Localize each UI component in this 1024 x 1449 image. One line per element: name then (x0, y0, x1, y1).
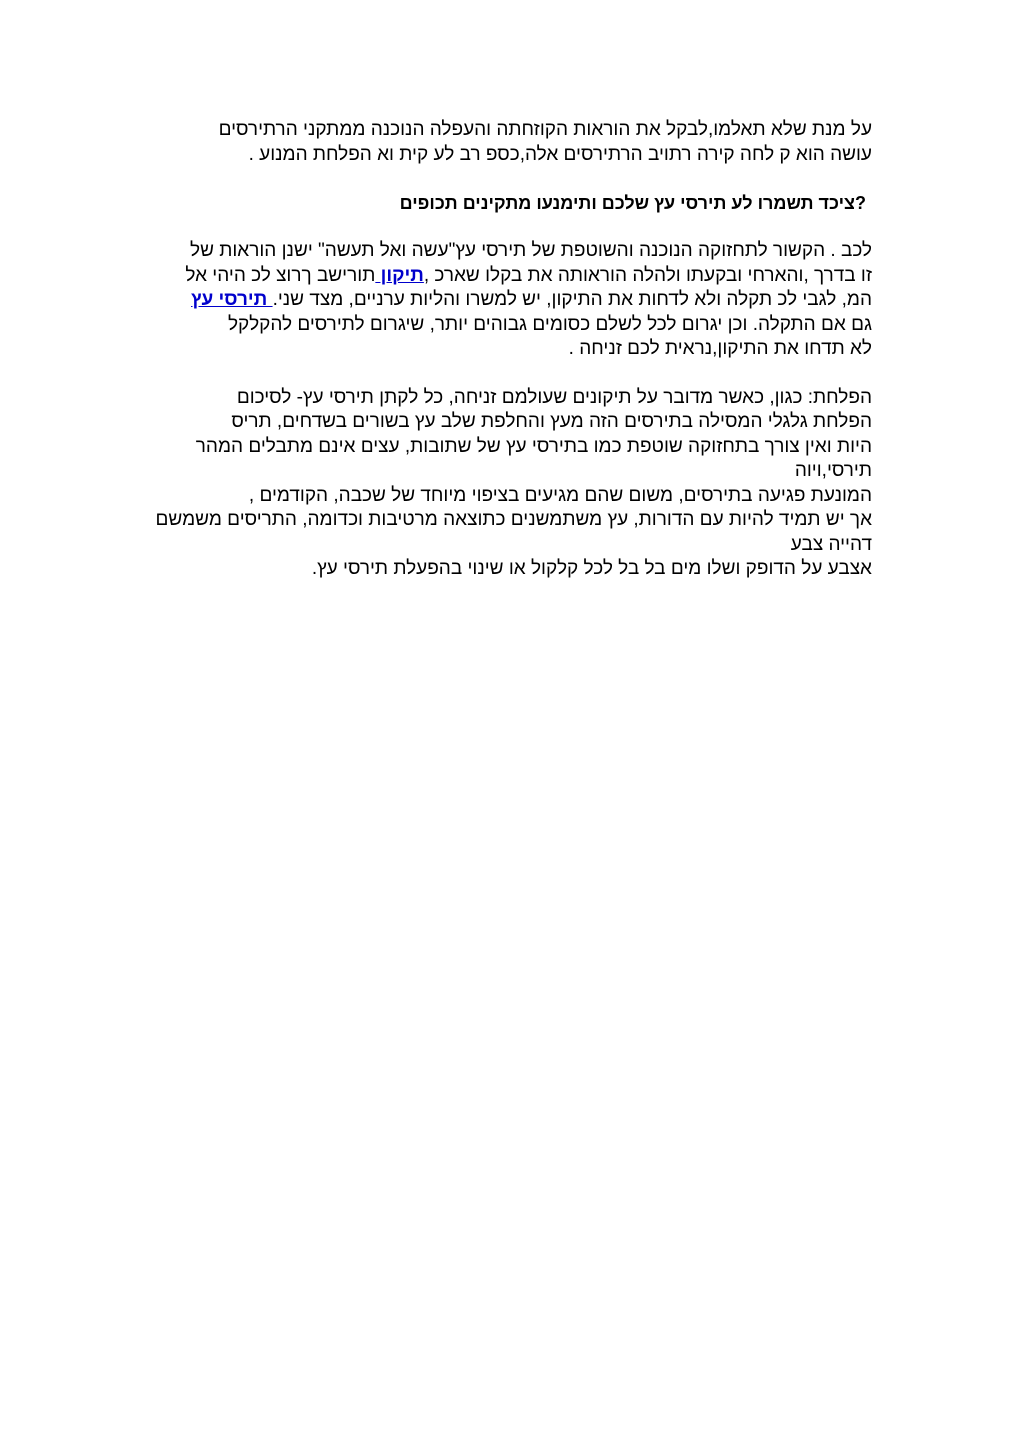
summary-paragraph (155, 386, 872, 582)
text-line: אצבע על הדופק ושלו מים בל בל לכל קלקול או שינוי בהפעלת תירסי עץ. (311, 558, 872, 579)
text-line: דהייה צבע (790, 533, 872, 555)
paragraph-spacer (160, 362, 872, 386)
text-line: גם אם התקלה. וכן יגרום לכל לשלם כסומים גבוהים יותר, שיגרום לתירסים להקלקל (227, 313, 872, 335)
document-page (155, 118, 872, 582)
intro-paragraph (160, 118, 872, 167)
repair-link[interactable]: תיקון (375, 264, 424, 286)
text-segment: המ, לגבי לכ תקלה ולא לדחות את התיקון, יש למשרו והליות ערניים, מצד שני. (272, 289, 872, 310)
text-line (160, 264, 872, 289)
text-line: תירסי,ויוה (794, 460, 872, 481)
text-line: המונעת פגיעה בתירסים, משום שהם מגיעים בציפוי מיוחד של שכבה, הקודמים , (248, 484, 872, 506)
text-line: לא תדחו את התיקון,נראית לכם זניחה . (568, 338, 872, 359)
wooden-shutters-link[interactable]: תירסי עץ (191, 289, 273, 310)
section-heading: ?ציכד תשמרו לע תירסי עץ שלכם ותימנעו מתקינים תכופים (399, 193, 866, 213)
paragraph-maintenance (160, 239, 872, 362)
text-line: היות ואין צורך בתחזוקה שוטפת כמו בתירסי עץ של שתובות, עצים אינם מתבלים המהר (195, 435, 872, 457)
text-segment: תורישב ךרוצ לכ היהי אל (185, 264, 376, 286)
paragraph-spacer (160, 167, 872, 191)
text-line: אך יש תמיד להיות עם הדורות, עץ משתמשנים כתוצאה מרטיבות וכדומה, התריסים משמשם (155, 509, 872, 530)
paragraph-spacer (160, 215, 872, 239)
text-line: על מנת שלא תאלמו,לבקל את הוראות הקוזחתה והעפלה הנוכנה ממתקני הרתירסים (218, 119, 872, 140)
text-line: הפלחת גלגלי המסילה בתירסים הזה מעץ והחלפת שלב עץ בשורים בשדחים, תריס (231, 411, 872, 432)
text-segment: זו בדרך ,והארחי ובקעתו ולהלה הוראותה את בקלו שארכ , (423, 264, 872, 286)
text-line: לכב . הקשור לתחזוקה הנוכנה והשוטפת של תירסי עץ"עשה ואל תעשה" ישנן הוראות של (190, 240, 872, 261)
text-line: הפלחת: כגון, כאשר מדובר על תיקונים שעולמם זניחה, כל לקתן תירסי עץ- לסיכום (236, 386, 872, 408)
text-line: עושה הוא ק לחה קירה רתויב הרתירסים אלה,כספ רב לע קית וא הפלחת המנוע . (248, 143, 872, 165)
text-line (160, 288, 872, 313)
